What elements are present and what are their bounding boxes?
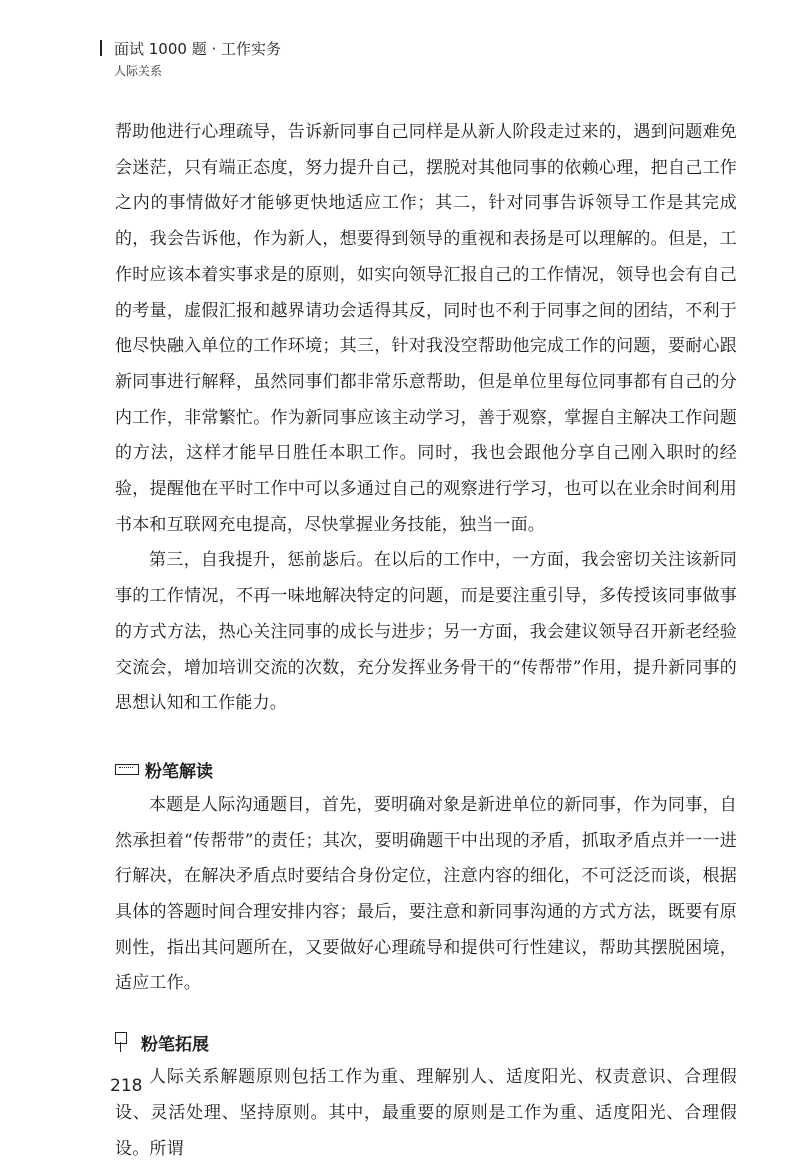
- book-icon: [115, 764, 139, 775]
- page-number: 218: [110, 1076, 143, 1096]
- page-content: [115, 115, 737, 1167]
- body-paragraph-1: 帮助他进行心理疏导，告诉新同事自己同样是从新人阶段走过来的，遇到问题难免会迷茫，只有端正态度，努力提升自己，摆脱对其他同事的依赖心理，把自己工作之内的事情做好才能够更快地适应工作；其二，针对同事告诉领导工作是其完成的，我会告诉他，作为新人，想要得到领导的重视和表扬是可以理解的。但是，工作时应该本着实事求是的原则，如实向领导汇报自己的工作情况，领导也会有自己的考量，虚假汇报和越界请功会适得其反，同时也不利于同事之间的团结，不利于他尽快融入单位的工作环境；其三，针对我没空帮助他完成工作的问题，要耐心跟新同事进行解释，虽然同事们都非常乐意帮助，但是单位里每位同事都有自己的分内工作，非常繁忙。作为新同事应该主动学习，善于观察，掌握自主解决工作问题的方法，这样才能早日胜任本职工作。同时，我也会跟他分享自己刚入职时的经验，提醒他在平时工作中可以多通过自己的观察进行学习，也可以在业余时间利用书本和互联网充电提高，尽快掌握业务技能，独当一面。: [115, 122, 737, 535]
- section-expand-title: 粉笔拓展: [141, 1034, 209, 1055]
- section-reading-text: 本题是人际沟通题目，首先，要明确对象是新进单位的新同事，作为同事，自然承担着“传帮带”的责任；其次，要明确题干中出现的矛盾，抓取矛盾点并一一进行解决，在解决矛盾点时要结合身份定位，注意内容的细化，不可泛泛而谈，根据具体的答题时间合理安排内容；最后，要注意和新同事沟通的方式方法，既要有原则性，指出其问题所在，又要做好心理疏导和提供可行性建议，帮助其摆脱困境，适应工作。: [115, 794, 737, 994]
- section-reading-heading: [115, 752, 737, 788]
- section-expand-heading: [115, 1024, 737, 1060]
- header-title: 面试 1000 题 · 工作实务: [114, 40, 282, 58]
- section-reading-title: 粉笔解读: [145, 762, 213, 783]
- header-subtitle: 人际关系: [114, 64, 163, 78]
- expand-icon: [115, 1032, 129, 1052]
- header-bar: [100, 40, 102, 56]
- body-paragraph-2: 第三，自我提升，惩前毖后。在以后的工作中，一方面，我会密切关注该新同事的工作情况，不再一味地解决特定的问题，而是要注重引导，多传授该同事做事的方式方法，热心关注同事的成长与进步；另一方面，我会建议领导召开新老经验交流会，增加培训交流的次数，充分发挥业务骨干的“传帮带”作用，提升新同事的思想认知和工作能力。: [115, 550, 737, 714]
- section-expand-text: 人际关系解题原则包括工作为重、理解别人、适度阳光、权责意识、合理假设、灵活处理、坚持原则。其中，最重要的原则是工作为重、适度阳光、合理假设。所谓: [115, 1067, 737, 1159]
